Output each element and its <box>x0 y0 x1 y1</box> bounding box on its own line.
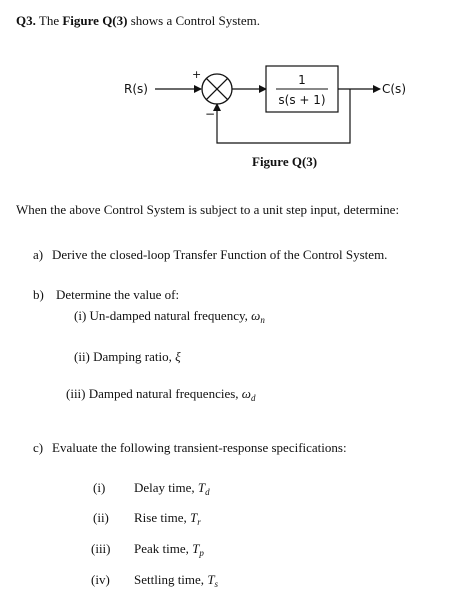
part-c-item <box>134 480 210 500</box>
part-a-label: a) <box>33 247 44 262</box>
part-c-item-label: (iii) <box>91 541 111 556</box>
question-number: Q3. <box>16 13 36 28</box>
subscript-p: p <box>199 548 204 558</box>
part-c-item-label: (ii) <box>93 510 109 525</box>
part-b-item <box>74 349 181 365</box>
block-diagram <box>0 0 474 200</box>
part-b-item-text: Damping ratio, <box>93 349 172 364</box>
t-symbol: T <box>197 480 206 495</box>
intro-after: shows a Control System. <box>130 13 261 28</box>
output-label: C(s) <box>382 82 406 96</box>
omega-symbol: ω <box>241 386 251 401</box>
part-c-item <box>134 510 201 530</box>
figure-reference: Figure Q(3) <box>62 13 128 28</box>
t-symbol: T <box>192 541 200 556</box>
subscript-d: d <box>250 393 256 403</box>
input-label: R(s) <box>124 82 148 96</box>
part-b-item <box>74 308 265 328</box>
subscript-n: n <box>260 315 265 325</box>
part-c-item <box>134 572 218 592</box>
part-b-item-text: Damped natural frequencies, <box>88 386 239 401</box>
part-c-item-label: (iv) <box>91 572 110 587</box>
question-prompt: When the above Control System is subject to a unit step input, determine: <box>16 202 400 217</box>
part-b-item-text: Un-damped natural frequency, <box>89 308 248 323</box>
part-b-item <box>66 386 255 406</box>
subscript-s: s <box>214 579 219 589</box>
part-c-item-text: Delay time, <box>134 480 195 495</box>
part-c-item-text: Peak time, <box>134 541 189 556</box>
part-c-label: c) <box>33 440 44 455</box>
part-b-item-label: (iii) <box>66 386 86 401</box>
figure-caption: Figure Q(3) <box>252 154 318 169</box>
xi-symbol: ξ <box>175 349 181 364</box>
tf-numerator: 1 <box>298 73 306 87</box>
subscript-r: r <box>197 517 201 527</box>
part-c-item-label: (i) <box>93 480 106 495</box>
plus-sign: + <box>192 68 202 81</box>
t-symbol: T <box>207 572 215 587</box>
part-b-text: Determine the value of: <box>56 287 180 302</box>
part-c-item-text: Rise time, <box>134 510 187 525</box>
part-b-item-label: (i) <box>74 308 87 323</box>
part-c-text: Evaluate the following transient-response specifications: <box>52 440 347 455</box>
t-symbol: T <box>189 510 198 525</box>
part-c-item-text: Settling time, <box>134 572 205 587</box>
part-c-item <box>134 541 204 561</box>
subscript-d: d <box>205 487 210 497</box>
minus-sign: − <box>205 107 216 121</box>
intro-before: The <box>38 13 60 28</box>
part-b-label: b) <box>33 287 44 302</box>
part-b-item-label: (ii) <box>74 349 90 364</box>
part-a-text: Derive the closed-loop Transfer Function of the Control System. <box>52 247 388 262</box>
omega-symbol: ω <box>251 308 261 323</box>
tf-denominator: s(s + 1) <box>278 93 326 107</box>
